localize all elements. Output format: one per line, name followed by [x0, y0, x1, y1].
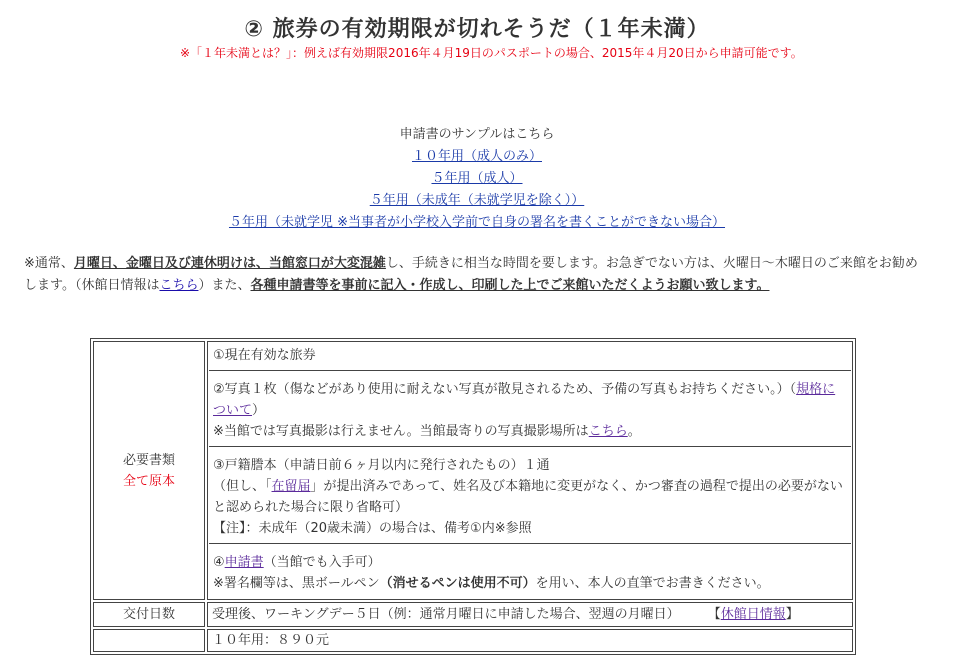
bracket-open: 【: [707, 607, 721, 622]
intro-bold-crowded: 月曜日、金曜日及び連休明けは、当館窓口が大変混雑: [73, 256, 386, 271]
bracket-close: 】: [785, 607, 799, 622]
item-passport: ①現在有効な旅券: [213, 348, 316, 363]
delivery-days-header: 交付日数: [93, 602, 205, 627]
item-signature-note: ※署名欄等は、黒ボールペン: [213, 576, 380, 591]
sample-link-5yr-minor[interactable]: ５年用（未成年（未就学児を除く））: [369, 193, 585, 208]
sample-link-10yr-adult[interactable]: １０年用（成人のみ）: [411, 149, 542, 164]
sample-link-5yr-preschool[interactable]: ５年用（未就学児 ※当事者が小学校入学前で自身の署名を書くことができない場合）: [228, 215, 726, 230]
residence-report-link[interactable]: 在留届: [271, 479, 311, 494]
list-item: [209, 447, 851, 544]
item-family-register: ③戸籍謄本（申請日前６ヶ月以内に発行されたもの）１通: [213, 458, 550, 473]
item-application: （当館でも入手可）: [263, 555, 381, 570]
original-only-label: 全て原本: [122, 473, 175, 489]
sample-link-5yr-adult[interactable]: ５年用（成人）: [431, 171, 523, 186]
required-docs-header: [93, 341, 205, 600]
delivery-days-cell: [207, 602, 853, 627]
item-photo-close: ）: [252, 403, 266, 418]
sample-label: 申請書のサンプルはこちら: [399, 127, 555, 142]
item-register-note-rest: 」が提出済みであって、姓名及び本籍地に変更がなく、かつ審査の過程で提出の必要がないと認められた場合に限り省略可）: [213, 479, 843, 515]
sample-section: [0, 124, 954, 234]
closure-info-link-2[interactable]: 休館日情報: [720, 607, 786, 622]
item-signature-note-rest: を用い、本人の直筆でお書きください。: [535, 576, 770, 591]
item-photo-note-end: 。: [627, 424, 641, 439]
table-row: [93, 629, 853, 652]
item-register-note: （但し、「: [213, 479, 272, 494]
required-docs-label: 必要書類: [122, 452, 175, 468]
erasable-pen-warning: （消せるペンは使用不可）: [379, 576, 536, 591]
delivery-days-text: 受理後、ワーキングデー５日（例：通常月曜日に申請した場合、翌週の月曜日）: [212, 607, 680, 622]
requirements-table: [90, 338, 856, 655]
item-application-num: ④: [213, 555, 225, 570]
application-form-link[interactable]: 申請書: [224, 555, 264, 570]
photo-spec-link[interactable]: 規格について: [213, 382, 836, 418]
list-item: [209, 343, 851, 371]
table-row: [93, 341, 853, 600]
intro-text: ※通常、: [24, 256, 74, 271]
page-title: ② 旅券の有効期限が切れそうだ（１年未満）: [244, 17, 710, 42]
required-docs-list: [207, 341, 853, 600]
intro-text: ）また、: [198, 278, 251, 293]
list-item: [209, 371, 851, 447]
fee-cell: １０年用：８９０元: [207, 629, 853, 652]
fee-header: [93, 629, 205, 652]
closure-bracket: [708, 607, 799, 622]
item-register-minor-note: 【注】：未成年（20歳未満）の場合は、備考①内※参照: [213, 521, 532, 536]
item-photo: ②写真１枚（傷などがあり使用に耐えない写真が散見されるため、予備の写真もお持ちください。）（: [213, 382, 797, 397]
closure-info-link[interactable]: こちら: [159, 278, 199, 293]
table-row: [93, 602, 853, 627]
intro-bold-prepare: 各種申請書等を事前に記入・作成し、印刷した上でご来館いただくようお願い致します。: [250, 278, 770, 293]
list-item: [209, 544, 851, 598]
one-year-note: ※「１年未満とは？」：例えば有効期限2016年４月19日のパスポートの場合、2015年４月20日から申請可能です。: [180, 46, 803, 60]
photo-studio-link[interactable]: こちら: [588, 424, 628, 439]
item-photo-note: ※当館では写真撮影は行えません。当館最寄りの写真撮影場所は: [213, 424, 589, 439]
intro-text: し、手続きに相当な時間を要します。お急ぎでない方は、火曜日～木曜日のご来館をお勧めします。（休館日情報は: [24, 256, 918, 293]
intro-paragraph: [24, 253, 924, 297]
